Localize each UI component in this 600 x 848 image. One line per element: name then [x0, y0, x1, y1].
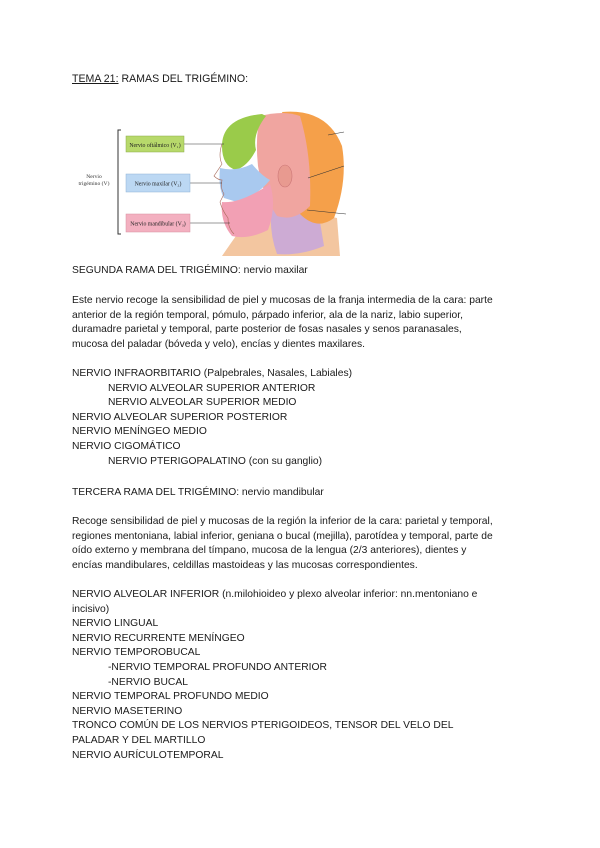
mandibular-label: Nervio mandibular (V₃) — [130, 221, 186, 228]
title-prefix: TEMA 21: — [72, 73, 119, 85]
ear — [278, 165, 292, 187]
group-bracket — [118, 130, 121, 234]
list-item: NERVIO ALVEOLAR SUPERIOR POSTERIOR — [72, 411, 288, 423]
paragraph-line: regiones mentoniana, labial inferior, geniana o bucal (mejilla), parotídea y temporal, parte de — [72, 530, 493, 542]
paragraph-line: Este nervio recoge la sensibilidad de piel y mucosas de la franja intermedia de la cara: parte — [72, 295, 493, 306]
trigeminal-head-illustration — [72, 106, 352, 256]
second-branch-heading: SEGUNDA RAMA DEL TRIGÉMINO: nervio maxilar — [72, 265, 308, 276]
second-branch-paragraph — [72, 294, 532, 352]
list-item: NERVIO INFRAORBITARIO (Palpebrales, Nasales, Labiales) — [72, 368, 353, 379]
list-item: PALADAR Y DEL MARTILLO — [72, 734, 206, 746]
paragraph-line: encías mandibulares, celdillas mastoideas y las mucosas correspondientes. — [72, 559, 418, 571]
list-item: NERVIO ALVEOLAR SUPERIOR ANTERIOR — [108, 382, 316, 394]
list-item: NERVIO MENÍNGEO MEDIO — [72, 426, 207, 438]
list-item: NERVIO CIGOMÁTICO — [72, 440, 181, 452]
second-branch-list — [72, 367, 532, 469]
title-text: RAMAS DEL TRIGÉMINO: — [118, 73, 249, 85]
list-item: -NERVIO TEMPORAL PROFUNDO ANTERIOR — [108, 661, 327, 673]
list-item: NERVIO AURÍCULOTEMPORAL — [72, 749, 224, 761]
list-item: NERVIO ALVEOLAR SUPERIOR MEDIO — [108, 397, 297, 409]
ophthalmic-label: Nervio oftálmico (V₁) — [129, 142, 181, 149]
group-label-1: Nervio — [86, 174, 102, 180]
list-item: NERVIO RECURRENTE MENÍNGEO — [72, 632, 245, 644]
list-item: NERVIO TEMPOROBUCAL — [72, 647, 201, 659]
paragraph-line: duramadre parietal y temporal, parte posterior de fosas nasales y senos paranasales, — [72, 324, 462, 336]
list-item: TRONCO COMÚN DE LOS NERVIOS PTERIGOIDEOS, TENSOR DEL VELO DEL — [72, 720, 454, 732]
list-item: NERVIO ALVEOLAR INFERIOR (n.milohioideo y plexo alveolar inferior: nn.mentoniano e — [72, 589, 478, 600]
list-item: NERVIO PTERIGOPALATINO (con su ganglio) — [108, 455, 323, 467]
page-title — [72, 72, 248, 87]
paragraph-line: mucosa del paladar (bóveda y velo), encías y dientes maxilares. — [72, 338, 366, 350]
third-branch-paragraph — [72, 515, 532, 573]
third-branch-list — [72, 588, 532, 763]
list-item: NERVIO MASETERINO — [72, 705, 183, 717]
paragraph-line: anterior de la región temporal, pómulo, párpado inferior, ala de la nariz, labio superior, — [72, 309, 463, 321]
list-item: -NERVIO BUCAL — [108, 676, 188, 688]
paragraph-line: oído externo y membrana del tímpano, mucosa de la lengua (2/3 anteriores), dientes y — [72, 545, 467, 557]
maxillary-label: Nervio maxilar (V₂) — [134, 181, 182, 188]
third-branch-heading: TERCERA RAMA DEL TRIGÉMINO: nervio mandibular — [72, 487, 324, 498]
list-item: NERVIO LINGUAL — [72, 618, 159, 630]
group-label-2: trigémino (V) — [78, 181, 110, 187]
list-item: NERVIO TEMPORAL PROFUNDO MEDIO — [72, 691, 269, 703]
list-item: incisivo) — [72, 603, 110, 615]
paragraph-line: Recoge sensibilidad de piel y mucosas de la región la inferior de la cara: parietal y temporal, — [72, 516, 493, 527]
trigeminal-figure — [72, 106, 352, 256]
